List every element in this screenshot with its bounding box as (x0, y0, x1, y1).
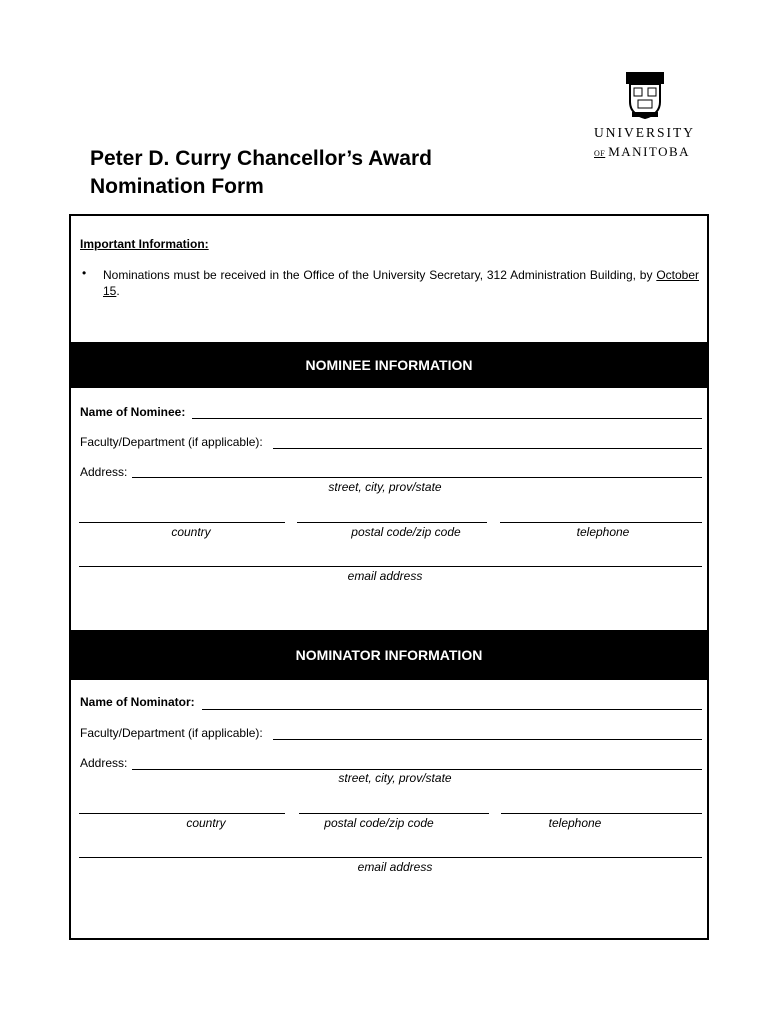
nominator-telephone-field[interactable] (501, 813, 702, 814)
nominator-faculty-field[interactable] (273, 739, 702, 740)
deadline-date: October 15 (103, 268, 699, 298)
university-name-line2 (594, 144, 690, 160)
nominator-postal-caption: postal code/zip code (324, 816, 434, 830)
nominee-address-label: Address: (80, 465, 128, 479)
nominee-faculty-label: Faculty/Department (if applicable): (80, 435, 263, 449)
nominator-country-field[interactable] (79, 813, 285, 814)
nominee-postal-field[interactable] (297, 522, 487, 523)
nominator-street-caption: street, city, prov/state (338, 771, 452, 785)
nominee-street-caption: street, city, prov/state (328, 480, 442, 494)
nominee-email-caption: email address (347, 569, 423, 583)
nominator-name-field[interactable] (202, 709, 702, 710)
nominator-telephone-caption: telephone (548, 816, 602, 830)
nominator-postal-field[interactable] (299, 813, 489, 814)
nominator-email-caption: email address (357, 860, 433, 874)
university-name-of: OF (594, 149, 606, 158)
nominator-faculty-label: Faculty/Department (if applicable): (80, 726, 263, 740)
nominator-street-field[interactable] (132, 769, 702, 770)
nominee-telephone-caption: telephone (576, 525, 630, 539)
page-title (90, 145, 432, 201)
nominee-telephone-field[interactable] (500, 522, 702, 523)
nominator-email-field[interactable] (79, 857, 702, 858)
university-name-line1: UNIVERSITY (594, 125, 695, 140)
nominator-section-header: NOMINATOR INFORMATION (71, 630, 707, 680)
bullet-icon: • (82, 266, 87, 280)
nominee-name-field[interactable] (192, 418, 702, 419)
info-text-before: Nominations must be received in the Office of the University Secretary, 312 Administration Building, by (103, 268, 657, 282)
important-info-text (103, 267, 699, 299)
nominee-street-field[interactable] (132, 477, 702, 478)
crest-icon (624, 70, 666, 120)
title-line1: Peter D. Curry Chancellor’s Award (90, 147, 432, 170)
info-text-after: . (116, 284, 120, 298)
nominee-section-header: NOMINEE INFORMATION (71, 342, 707, 388)
nominator-address-label: Address: (80, 756, 128, 770)
nominator-country-caption: country (186, 816, 226, 830)
important-info-label: Important Information: (80, 237, 209, 251)
nominee-email-field[interactable] (79, 566, 702, 567)
nominee-name-label: Name of Nominee: (80, 405, 186, 419)
university-name-manitoba: MANITOBA (608, 144, 691, 159)
nominee-postal-caption: postal code/zip code (351, 525, 461, 539)
nominator-name-label: Name of Nominator: (80, 695, 195, 709)
title-line2: Nomination Form (90, 175, 264, 198)
nominee-faculty-field[interactable] (273, 448, 702, 449)
nominee-country-caption: country (171, 525, 211, 539)
nominee-country-field[interactable] (79, 522, 285, 523)
